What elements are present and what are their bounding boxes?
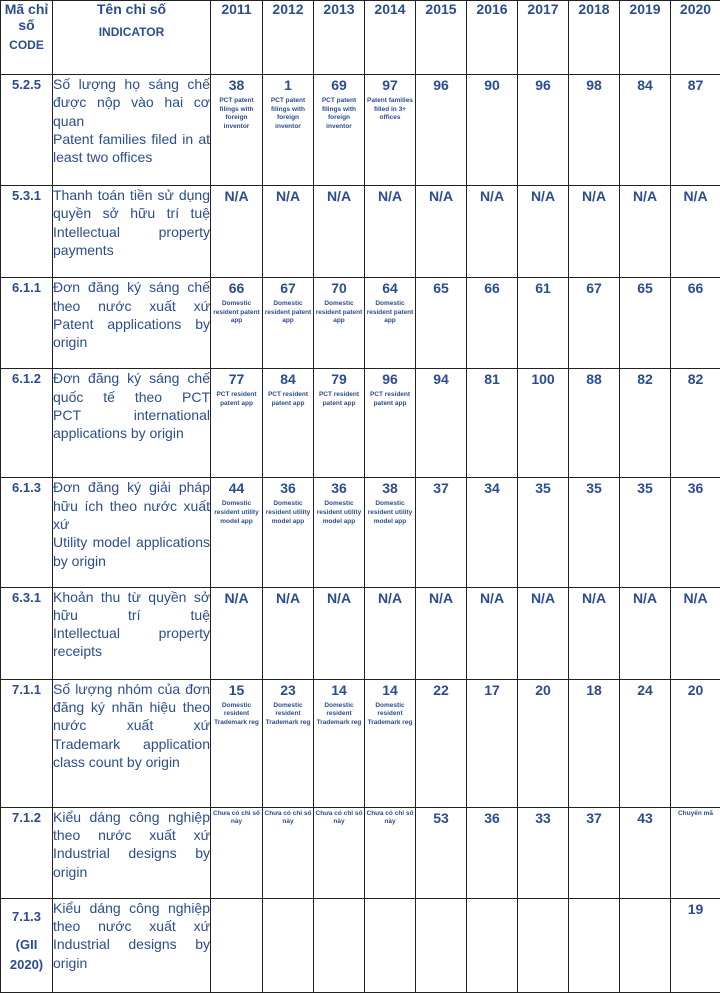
value-number: 82 — [687, 371, 704, 388]
table-row — [1, 278, 720, 369]
indicator-code-text: 6.1.3 — [12, 480, 41, 496]
value-number: 84 — [280, 371, 296, 388]
value-cell — [365, 75, 416, 186]
header-year: 2012 — [263, 1, 314, 75]
indicator-name-vi: Kiểu dáng công nghiệp theo nước xuất xứ — [53, 808, 210, 844]
indicator-name-en: Intellectual property receipts — [53, 625, 210, 660]
table-body — [1, 75, 720, 993]
value-number: 14 — [382, 681, 398, 698]
value-number: N/A — [530, 589, 556, 606]
value-cell — [416, 679, 467, 807]
value-cell — [620, 478, 671, 587]
indicator-name-en: Industrial designs by origin — [53, 845, 210, 880]
value-number: 44 — [228, 480, 245, 497]
value-number: 97 — [382, 77, 398, 93]
value-number: N/A — [275, 589, 301, 606]
value-number: 36 — [484, 809, 500, 826]
table-row — [1, 679, 720, 807]
value-cell — [467, 478, 518, 587]
value-note: PCT resident patent app — [216, 391, 257, 407]
value-note: Domestic resident patent app — [366, 300, 414, 325]
value-note: Domestic resident patent app — [213, 300, 260, 325]
indicator-code-text: 6.1.1 — [12, 280, 41, 296]
value-cell — [620, 898, 671, 992]
header-indicator — [53, 1, 211, 75]
value-cell — [211, 807, 263, 898]
value-cell — [211, 898, 263, 992]
value-number: 66 — [484, 280, 500, 297]
value-cell — [416, 898, 467, 992]
value-cell — [569, 679, 620, 807]
value-note: PCT patent filings with foreign inventor — [270, 97, 306, 130]
value-cell — [518, 478, 569, 587]
value-number: N/A — [428, 188, 454, 205]
value-cell — [518, 898, 569, 992]
value-cell — [314, 478, 365, 587]
value-number: N/A — [683, 188, 708, 205]
value-number: 79 — [331, 371, 347, 388]
value-number: 35 — [535, 480, 551, 497]
value-number: 96 — [382, 371, 398, 388]
value-number: 38 — [228, 77, 245, 93]
value-number: 36 — [687, 480, 704, 497]
value-note: Domestic resident Trademark reg — [316, 701, 362, 726]
value-number: 1 — [284, 77, 292, 93]
value-note: Chưa có chỉ số này — [315, 809, 363, 826]
indicator-code — [1, 478, 53, 587]
value-number: 88 — [586, 371, 602, 388]
indicator-name — [53, 898, 211, 992]
value-note: PCT resident patent app — [318, 391, 360, 407]
value-number: N/A — [275, 188, 301, 205]
value-number: 67 — [586, 280, 602, 297]
value-cell — [314, 369, 365, 478]
value-cell — [518, 186, 569, 278]
value-cell — [416, 369, 467, 478]
value-number: 18 — [586, 681, 602, 698]
value-number: N/A — [683, 589, 708, 606]
indicator-code — [1, 898, 53, 992]
value-number: 36 — [280, 480, 296, 497]
value-number: 61 — [535, 280, 551, 297]
value-cell — [620, 807, 671, 898]
value-note: Domestic resident Trademark reg — [367, 701, 413, 726]
indicator-code — [1, 278, 53, 369]
value-cell — [620, 679, 671, 807]
value-cell — [569, 278, 620, 369]
indicator-code-text: 6.1.2 — [12, 371, 41, 387]
value-number: 22 — [433, 681, 449, 698]
value-cell — [314, 75, 365, 186]
indicator-name-en: Utility model applications by origin — [53, 534, 210, 569]
header-year: 2020 — [671, 1, 720, 75]
value-cell — [416, 75, 467, 186]
indicator-code-suffix: (GII 2020) — [9, 936, 44, 972]
header-year: 2011 — [211, 1, 263, 75]
value-cell — [314, 587, 365, 679]
value-number: 98 — [586, 77, 602, 93]
value-cell — [211, 587, 263, 679]
value-number: 37 — [433, 480, 449, 497]
indicator-name-vi: Kiểu dáng công nghiệp theo nước xuất xứ — [53, 899, 210, 935]
indicator-name — [53, 186, 211, 278]
value-number: N/A — [326, 589, 352, 606]
value-number: N/A — [224, 188, 249, 205]
value-number: 19 — [687, 900, 704, 917]
header-year: 2015 — [416, 1, 467, 75]
value-cell — [314, 278, 365, 369]
value-number: 53 — [433, 809, 449, 826]
indicator-code — [1, 75, 53, 186]
indicator-code — [1, 186, 53, 278]
value-number: 35 — [637, 480, 653, 497]
value-number: 24 — [637, 681, 653, 698]
value-cell — [569, 186, 620, 278]
value-cell — [365, 807, 416, 898]
value-note: Domestic resident utility model app — [214, 500, 259, 525]
value-number: 17 — [484, 681, 500, 698]
indicator-name-vi: Đơn đăng ký sáng chế theo nước xuất xứ — [53, 279, 210, 314]
value-note: Domestic resident utility model app — [367, 500, 413, 525]
header-year: 2014 — [365, 1, 416, 75]
value-cell — [620, 75, 671, 186]
value-cell — [518, 807, 569, 898]
header-year: 2018 — [569, 1, 620, 75]
value-number: 66 — [228, 280, 245, 297]
value-number: N/A — [632, 589, 658, 606]
value-note: Chuyển mã — [677, 809, 714, 817]
value-cell — [671, 898, 720, 992]
value-cell — [314, 186, 365, 278]
value-cell — [518, 75, 569, 186]
value-number: N/A — [428, 589, 454, 606]
table-row — [1, 75, 720, 186]
header-year: 2013 — [314, 1, 365, 75]
value-number: 65 — [433, 280, 449, 297]
table-row — [1, 587, 720, 679]
value-number: N/A — [377, 188, 403, 205]
header-code — [1, 1, 53, 75]
value-number: 65 — [637, 280, 653, 297]
value-note: PCT patent filings with foreign inventor — [219, 97, 254, 130]
value-cell — [365, 478, 416, 587]
value-cell — [518, 369, 569, 478]
value-number: 14 — [331, 681, 347, 698]
value-cell — [671, 478, 720, 587]
value-cell — [211, 478, 263, 587]
value-number: N/A — [632, 188, 658, 205]
indicator-code — [1, 587, 53, 679]
value-number: N/A — [530, 188, 556, 205]
value-cell — [671, 369, 720, 478]
value-cell — [365, 587, 416, 679]
value-cell — [620, 278, 671, 369]
value-cell — [263, 898, 314, 992]
value-note: PCT patent filings with foreign inventor — [321, 97, 357, 130]
indicator-name-en: Industrial designs by origin — [53, 936, 210, 971]
value-cell — [263, 75, 314, 186]
value-cell — [416, 587, 467, 679]
indicator-name-vi: Đơn đăng ký giải pháp hữu ích theo nước xuất xứ — [53, 479, 210, 532]
value-cell — [467, 898, 518, 992]
value-cell — [518, 679, 569, 807]
value-number: 36 — [331, 480, 347, 497]
value-cell — [467, 679, 518, 807]
value-cell — [314, 898, 365, 992]
value-number: 87 — [687, 77, 704, 93]
value-number: 20 — [535, 681, 551, 698]
value-cell — [467, 587, 518, 679]
value-number: 67 — [280, 280, 296, 297]
value-cell — [263, 478, 314, 587]
value-cell — [365, 679, 416, 807]
value-cell — [671, 679, 720, 807]
value-note: Domestic resident utility model app — [265, 500, 311, 525]
indicator-name — [53, 807, 211, 898]
indicator-name — [53, 679, 211, 807]
indicator-name — [53, 75, 211, 186]
value-note: Chưa có chỉ số này — [366, 809, 414, 826]
value-note: Domestic resident Trademark reg — [265, 701, 311, 726]
value-cell — [263, 807, 314, 898]
value-number: 81 — [484, 371, 500, 388]
value-cell — [671, 75, 720, 186]
indicator-code-text: 5.3.1 — [12, 188, 41, 204]
indicator-name — [53, 278, 211, 369]
value-cell — [569, 898, 620, 992]
value-note: Chưa có chỉ số này — [213, 809, 260, 826]
header-code-vi: Mã chỉ số — [4, 1, 49, 33]
value-number: N/A — [479, 589, 505, 606]
value-cell — [569, 75, 620, 186]
indicator-name-vi: Số lượng họ sáng chế được nộp vào hai cơ quan — [53, 76, 210, 129]
value-number: N/A — [326, 188, 352, 205]
indicator-code-text: 5.2.5 — [12, 77, 41, 92]
value-number: 100 — [531, 371, 555, 388]
value-number: 94 — [433, 371, 449, 388]
value-number: 23 — [280, 681, 296, 698]
value-cell — [416, 186, 467, 278]
value-number: 84 — [637, 77, 653, 93]
indicator-name — [53, 369, 211, 478]
value-cell — [365, 898, 416, 992]
indicator-code-text: 7.1.2 — [12, 809, 41, 825]
value-number: 64 — [382, 280, 398, 297]
value-note: Patent families filled in 3+ offices — [367, 97, 413, 122]
value-number: 66 — [687, 280, 704, 297]
value-cell — [211, 278, 263, 369]
value-cell — [671, 807, 720, 898]
value-number: 43 — [637, 809, 653, 826]
value-cell — [365, 186, 416, 278]
value-cell — [416, 807, 467, 898]
value-cell — [518, 587, 569, 679]
value-number: N/A — [377, 589, 403, 606]
indicator-name-en: PCT international applications by origin — [53, 406, 210, 442]
value-number: N/A — [479, 188, 505, 205]
value-cell — [263, 369, 314, 478]
value-cell — [467, 186, 518, 278]
value-cell — [569, 478, 620, 587]
value-cell — [211, 75, 263, 186]
table-row — [1, 478, 720, 587]
value-number: N/A — [581, 589, 607, 606]
indicator-name-vi: Đơn đăng ký sáng chế quốc tế theo PCT — [53, 370, 210, 405]
value-note: Domestic resident utility model app — [316, 500, 362, 525]
value-number: 90 — [484, 77, 500, 93]
value-cell — [365, 369, 416, 478]
value-note: Chưa có chỉ số này — [264, 809, 312, 826]
value-cell — [467, 369, 518, 478]
indicator-name — [53, 587, 211, 679]
indicator-name-en: Intellectual property payments — [53, 223, 210, 258]
indicator-name-vi: Khoản thu từ quyền sở hữu trí tuệ — [53, 588, 210, 623]
value-number: 34 — [484, 480, 500, 497]
indicator-code-text: 6.3.1 — [12, 589, 41, 605]
value-number: 96 — [535, 77, 551, 93]
value-number: 37 — [586, 809, 602, 826]
value-cell — [671, 278, 720, 369]
value-cell — [263, 679, 314, 807]
value-cell — [569, 587, 620, 679]
value-cell — [263, 587, 314, 679]
value-number: 96 — [433, 77, 449, 93]
indicator-name-vi: Thanh toán tiền sử dụng quyền sở hữu trí tuệ — [53, 187, 210, 222]
value-cell — [416, 478, 467, 587]
value-cell — [211, 369, 263, 478]
indicator-name — [53, 478, 211, 587]
value-cell — [314, 679, 365, 807]
table-row — [1, 369, 720, 478]
indicator-code — [1, 369, 53, 478]
header-indicator-en: INDICATOR — [98, 25, 165, 39]
value-cell — [467, 807, 518, 898]
value-note: PCT resident patent app — [369, 391, 411, 407]
header-code-en: CODE — [9, 38, 44, 52]
value-cell — [211, 186, 263, 278]
value-number: 15 — [228, 681, 245, 698]
value-note: PCT resident patent app — [267, 391, 309, 407]
table-row — [1, 898, 720, 992]
table-row — [1, 807, 720, 898]
value-cell — [467, 278, 518, 369]
value-note: Domestic resident Trademark reg — [214, 701, 259, 726]
value-number: 70 — [331, 280, 347, 297]
value-cell — [263, 278, 314, 369]
value-number: 77 — [228, 371, 245, 388]
indicator-code-text: 7.1.1 — [12, 681, 41, 697]
value-cell — [365, 278, 416, 369]
value-cell — [620, 186, 671, 278]
value-cell — [518, 278, 569, 369]
value-cell — [263, 186, 314, 278]
header-year: 2019 — [620, 1, 671, 75]
value-number: 82 — [637, 371, 653, 388]
value-number: N/A — [224, 589, 249, 606]
table-row — [1, 186, 720, 278]
value-cell — [671, 186, 720, 278]
header-indicator-vi: Tên chỉ số — [96, 1, 167, 17]
indicator-name-vi: Số lượng nhóm của đơn đăng ký nhãn hiệu theo nước xuất xứ — [53, 680, 210, 734]
value-cell — [671, 587, 720, 679]
indicator-name-en: Trademark application class count by origin — [53, 735, 210, 770]
value-number: 33 — [535, 809, 551, 826]
header-year: 2016 — [467, 1, 518, 75]
value-note: Domestic resident patent app — [264, 300, 312, 325]
value-note: Domestic resident patent app — [315, 300, 363, 325]
value-cell — [416, 278, 467, 369]
value-cell — [314, 807, 365, 898]
header-row — [1, 1, 720, 75]
header-year: 2017 — [518, 1, 569, 75]
value-number: 35 — [586, 480, 602, 497]
indicator-code — [1, 807, 53, 898]
indicator-code — [1, 679, 53, 807]
indicator-code-text: 7.1.3 — [12, 908, 41, 924]
value-number: N/A — [581, 188, 607, 205]
value-cell — [569, 807, 620, 898]
value-cell — [620, 587, 671, 679]
value-cell — [569, 369, 620, 478]
indicator-name-en: Patent families filed in at least two offices — [53, 130, 210, 166]
value-cell — [211, 679, 263, 807]
value-cell — [467, 75, 518, 186]
value-cell — [620, 369, 671, 478]
value-number: 20 — [687, 681, 704, 698]
value-number: 69 — [331, 77, 347, 93]
indicator-name-en: Patent applications by origin — [53, 315, 210, 351]
value-number: 38 — [382, 480, 398, 497]
